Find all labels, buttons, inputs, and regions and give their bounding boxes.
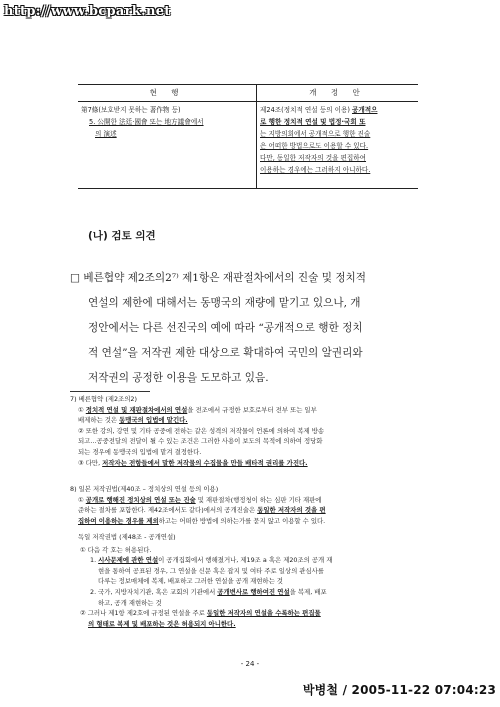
body-line: 정안에서는 다른 선진국의 예에 따라 “공개적으로 행한 정치 [88,322,363,334]
german-law-excerpt [70,532,442,629]
excerpt-line: 의 형태로 복제 및 배포하는 것은 허용되지 아니한다. [88,619,236,628]
footnote-line: ② 또한 강의, 강연 및 기타 공중에 전하는 같은 성격의 저작물이 언론에 의하여 복제 방송 [78,426,325,435]
footnote-7 [70,394,442,468]
footnote-line: 되는 경우에 동맹국의 입법에 맡겨 결정한다. [78,447,202,456]
excerpt-emphasis: 시사문제에 관한 연설 [98,556,159,565]
footnote-emphasis: 동맹국의 입법에 맡긴다. [119,416,188,425]
amendment-line [260,104,415,116]
footnote-text: 배제하는 것은 [78,416,120,425]
footnote-line [70,405,442,416]
excerpt-line: 현을 통하여 공표된 경우, 그 연설을 신문 혹은 잡지 및 여타 주로 일상의 관심사를 [98,566,324,575]
current-law-cell [78,102,257,189]
footnote-line [70,458,442,469]
amendment-line: 다만, 동일한 저작자의 것을 편집하여 [260,154,367,162]
excerpt-line [70,587,442,598]
excerpt-line: ① 다음 각 호는 허용된다. [80,545,152,554]
footnote-marker: ① [78,405,86,414]
excerpt-text: ② 그러나 제1항 제2호에 규정된 연설을 주로 [80,609,207,618]
excerpt-line [70,608,442,619]
amendment-line: 로 행한 정치적 연설 및 법정·국회 또 [260,118,366,126]
amendment-bold-text: 공개적으 [351,106,378,114]
body-line: □ 베른협약 제2조의2⁷⁾ 제1항은 재판절차에서의 진술 및 정치적 [70,272,367,284]
body-line: 적 연설”을 저작권 제한 대상으로 확대하여 국민의 알권리와 [88,347,363,359]
current-law-line: 의 演述 [95,130,117,138]
amendment-line: 은 어떠한 방법으로도 이용할 수 있다. [260,142,369,150]
site-url-watermark: http://www.bcpark.net [4,4,171,19]
current-law-line: 5. 公開한 法廷·國會 또는 地方議會에서 [89,118,204,126]
footnote-8 [70,484,442,526]
footnote-line [70,495,442,506]
amendment-line: 이용하는 경우에는 그러하지 아니하다. [260,166,371,174]
excerpt-marker: 1. [90,556,99,565]
excerpt-text: 을 복제, 배포 [289,587,327,596]
column-header-current: 현 행 [78,85,257,102]
column-header-amendment: 개 정 안 [257,85,419,102]
current-law-line: 第7條(보호받지 못하는 著作物 등) [81,106,181,114]
amendment-cell [257,102,419,189]
footnote-text: 및 재판절차(행정청이 하는 심판 기타 재판에 [195,495,322,504]
excerpt-line [70,555,442,566]
comparison-table [78,84,418,189]
footnote-heading: 8) 일본 저작권법(제40조 – 정치상의 연설 등의 이용) [70,485,219,493]
footnote-line [70,505,442,516]
footnote-line [70,415,442,426]
print-stamp: 박병철 / 2005-11-22 07:04:23 [302,683,496,697]
footnote-line: 되고...공중전달의 전달이 될 수 있는 조건은 그러한 사용이 보도의 목적에 의하여 정당화 [78,437,323,446]
footnote-emphasis: 정치적 연설 및 재판절차에서의 연설 [85,405,188,414]
excerpt-line: 하고, 공개 재현하는 것 [98,598,162,607]
footnote-emphasis: 동일한 저작자의 것을 편 [257,506,326,515]
footnote-text: 준하는 절차를 포함한다. 제42조에서도 같다)에서의 공개진술은 [78,506,258,515]
excerpt-text: 2. 국가, 지방자치기관, 혹은 교회의 기관에서 [90,587,218,596]
excerpt-text: 이 공개집회에서 행해졌거나, 제19조 a 혹은 제20조의 공개 재 [158,556,333,565]
footnote-emphasis: 공개로 행해진 정치상의 연설 또는 진술 [85,495,196,504]
footnote-emphasis: 저작자는 전항들에서 말한 저작물의 수집물을 만들 배타적 권리를 가진다. [102,458,308,467]
section-title: (나) 검토 의견 [88,230,156,242]
footnote-line [70,516,442,527]
footnote-text: 하고는 어떠한 방법에 의하는가를 묻지 않고 이용할 수 있다. [158,516,326,525]
excerpt-line: 다루는 정보매체에 복제, 배포하고 그러한 연설을 공개 재현하는 것 [98,577,283,586]
page-number: - 24 - [240,660,260,668]
excerpt-emphasis: 공개변사로 행하여진 연설 [217,587,290,596]
body-line: 저작권의 공정한 이용을 도모하고 있음. [88,372,269,384]
footnote-heading: 7) 베른협약 (제2조의2) [70,395,137,403]
excerpt-emphasis: 동일한 저작자의 연설을 수록하는 편집물 [206,609,321,618]
footnote-divider [70,391,150,392]
footnote-marker: ③ 다만, [78,458,103,467]
footnote-marker: ① [78,495,86,504]
body-line: 연설의 제한에 대해서는 동맹국의 재량에 맡기고 있으나, 개 [88,297,361,309]
footnote-emphasis: 집하여 이용하는 경우를 제외 [78,516,159,525]
amendment-article-title: 제24조(정치적 연설 등의 이용) [260,106,352,114]
review-opinion-body [70,266,442,391]
amendment-line: 는 지방의회에서 공개적으로 행한 진술 [260,130,371,138]
footnote-text: 을 전조에서 규정한 보호로부터 전부 또는 일부 [187,405,317,414]
excerpt-heading: 독일 저작권법 (제48조 - 공개연설) [78,533,176,541]
